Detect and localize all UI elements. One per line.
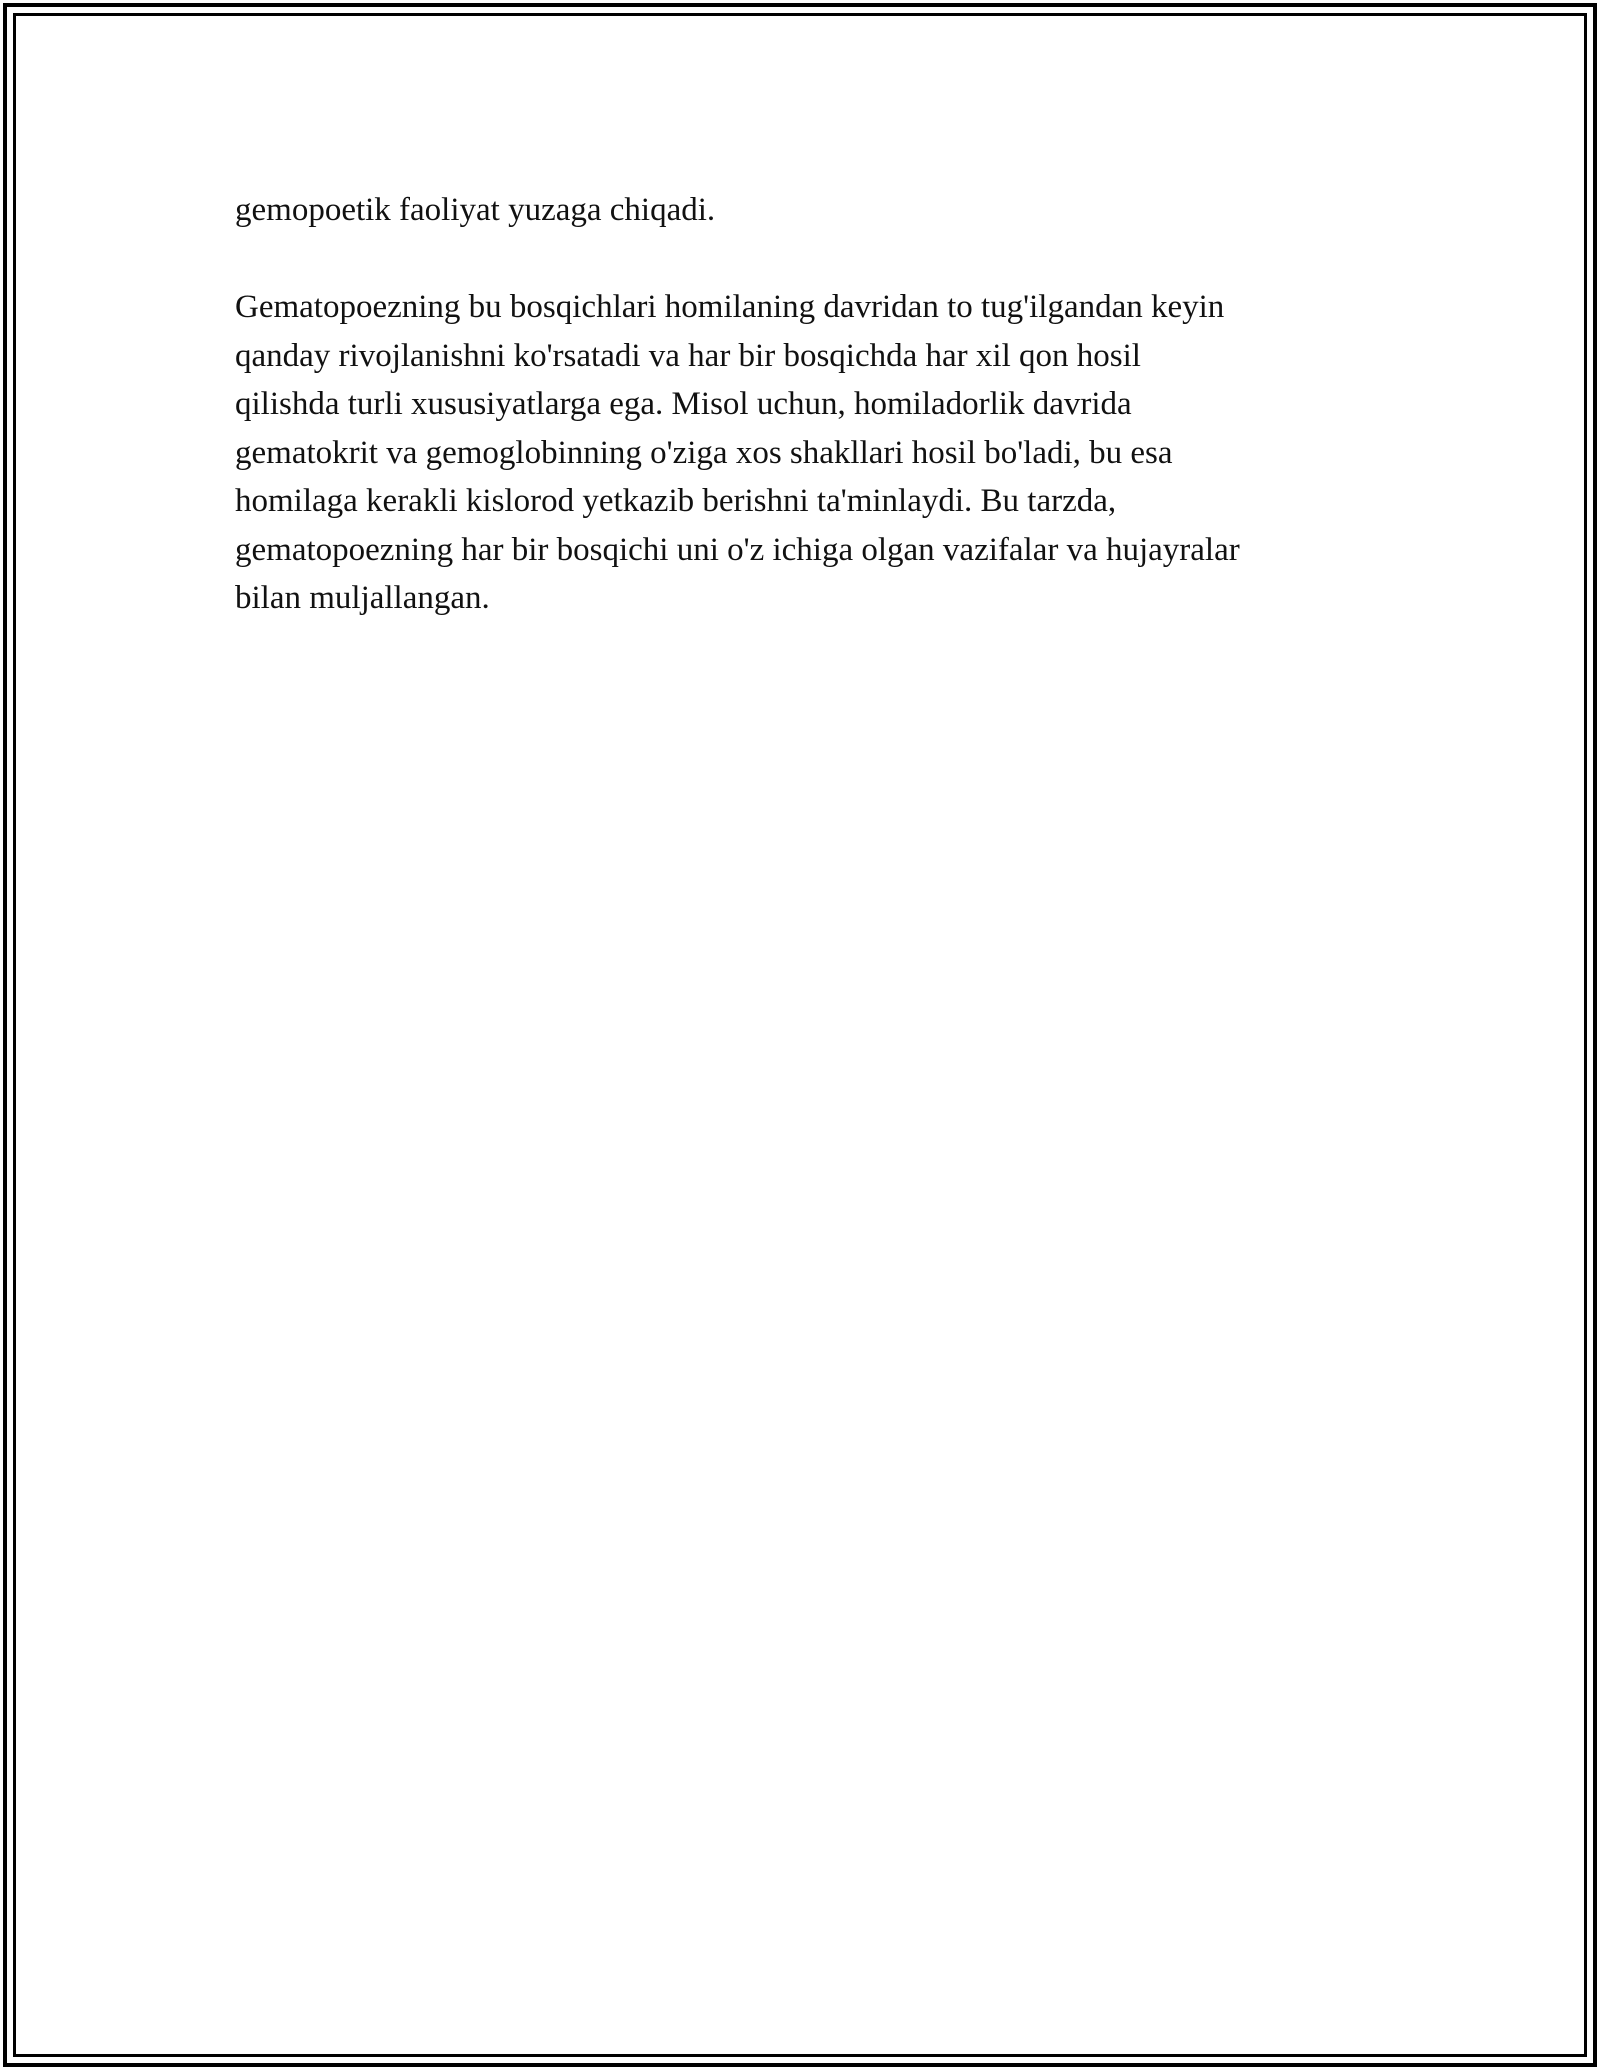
text-line: Gematopoezning bu bosqichlari homilaning davridan to tug'ilgandan keyin	[235, 289, 1225, 325]
text-line: qanday rivojlanishni ko'rsatadi va har bir bosqichda har xil qon hosil	[235, 337, 1141, 374]
document-body	[235, 186, 1365, 623]
text-line: gematopoezning har bir bosqichi uni o'z ichiga olgan vazifalar va hujayralar	[235, 531, 1240, 568]
text-line: homilaga kerakli kislorod yetkazib berishni ta'minlaydi. Bu tarzda,	[235, 483, 1117, 519]
text-line: bilan muljallangan.	[235, 580, 490, 616]
text-line: gemopoetik faoliyat yuzaga chiqadi.	[235, 192, 716, 228]
text-line: qilishda turli xususiyatlarga ega. Misol uchun, homiladorlik davrida	[235, 386, 1132, 422]
paragraph-2	[235, 283, 1365, 623]
paragraph-spacer	[235, 235, 1365, 284]
text-line: gematokrit va gemoglobinning o'ziga xos shakllari hosil bo'ladi, bu esa	[235, 434, 1173, 471]
paragraph-1	[235, 186, 1365, 235]
